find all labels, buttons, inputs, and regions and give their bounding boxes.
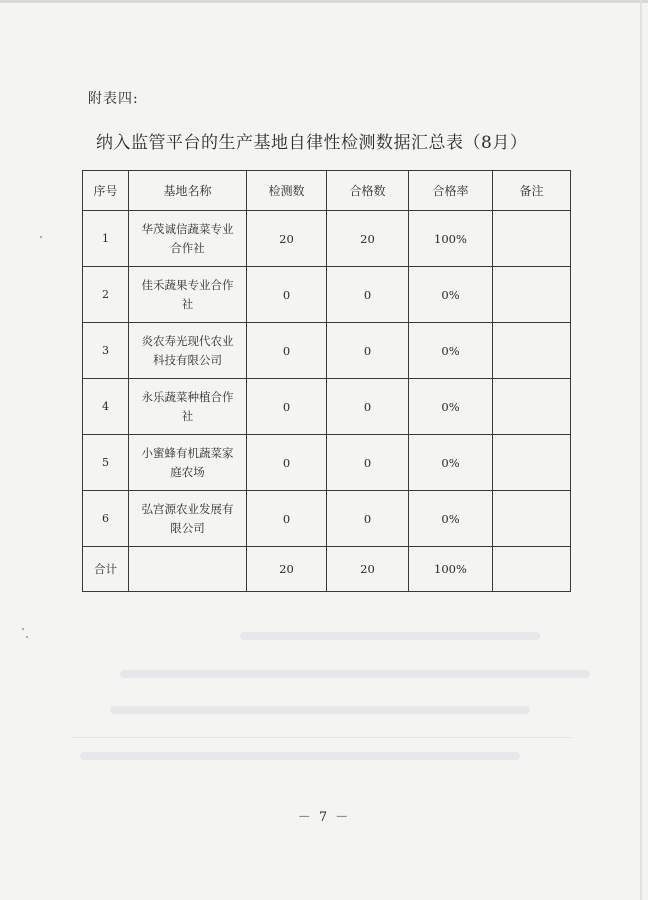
base-name-line1: 炎农寿光现代农业 [141, 333, 234, 348]
row-passed: 0 [327, 435, 409, 491]
row-seq: 4 [83, 379, 129, 435]
header-remarks: 备注 [493, 171, 571, 211]
header-base-name: 基地名称 [129, 171, 247, 211]
page-edge-right [640, 0, 642, 900]
table-row [83, 267, 571, 323]
bleed-through-mark [80, 752, 520, 760]
page-title: 纳入监管平台的生产基地自律性检测数据汇总表（8月） [96, 133, 528, 153]
row-pass-rate: 100% [409, 211, 493, 267]
base-name-line2: 科技有限公司 [153, 352, 222, 367]
base-name-line2: 庭农场 [170, 464, 205, 479]
total-base-name [129, 547, 247, 592]
row-remarks [493, 267, 571, 323]
row-base-name [129, 267, 247, 323]
table-row [83, 323, 571, 379]
header-seq: 序号 [83, 171, 129, 211]
base-name-line2: 社 [181, 296, 194, 311]
row-remarks [493, 323, 571, 379]
header-tested: 检测数 [247, 171, 327, 211]
summary-table [82, 170, 571, 592]
row-seq: 3 [83, 323, 129, 379]
row-passed: 0 [327, 267, 409, 323]
page-number: － 7 － [297, 810, 351, 825]
row-base-name [129, 379, 247, 435]
table-header-row [83, 171, 571, 211]
row-pass-rate: 0% [409, 323, 493, 379]
row-seq: 6 [83, 491, 129, 547]
header-passed: 合格数 [327, 171, 409, 211]
row-seq: 1 [83, 211, 129, 267]
row-remarks [493, 491, 571, 547]
table-row [83, 491, 571, 547]
table-row [83, 435, 571, 491]
base-name-line2: 社 [181, 408, 194, 423]
row-base-name [129, 211, 247, 267]
page-edge-top [0, 0, 648, 3]
row-pass-rate: 0% [409, 491, 493, 547]
row-passed: 0 [327, 379, 409, 435]
total-label: 合计 [83, 547, 129, 592]
scan-speck [40, 236, 42, 238]
table-row [83, 379, 571, 435]
row-remarks [493, 379, 571, 435]
scan-speck [26, 636, 28, 638]
total-passed: 20 [327, 547, 409, 592]
header-pass-rate: 合格率 [409, 171, 493, 211]
row-seq: 2 [83, 267, 129, 323]
row-base-name [129, 435, 247, 491]
row-tested: 0 [247, 379, 327, 435]
row-tested: 0 [247, 435, 327, 491]
row-pass-rate: 0% [409, 267, 493, 323]
table-row [83, 211, 571, 267]
total-remarks [493, 547, 571, 592]
row-tested: 20 [247, 211, 327, 267]
bleed-through-mark [72, 737, 572, 738]
total-tested: 20 [247, 547, 327, 592]
base-name-line2: 合作社 [170, 240, 205, 255]
row-passed: 20 [327, 211, 409, 267]
base-name-line1: 华茂诚信蔬菜专业 [141, 221, 234, 236]
base-name-line1: 弘宫源农业发展有 [141, 501, 234, 516]
row-remarks [493, 435, 571, 491]
bleed-through-mark [110, 706, 530, 714]
base-name-line1: 佳禾蔬果专业合作 [141, 277, 234, 292]
base-name-line1: 永乐蔬菜种植合作 [141, 389, 234, 404]
bleed-through-mark [240, 632, 540, 640]
row-tested: 0 [247, 267, 327, 323]
row-pass-rate: 0% [409, 379, 493, 435]
row-passed: 0 [327, 491, 409, 547]
row-tested: 0 [247, 491, 327, 547]
bleed-through-mark [120, 670, 590, 678]
attachment-label: 附表四: [88, 91, 139, 107]
row-seq: 5 [83, 435, 129, 491]
row-base-name [129, 491, 247, 547]
row-base-name [129, 323, 247, 379]
row-passed: 0 [327, 323, 409, 379]
row-tested: 0 [247, 323, 327, 379]
total-pass-rate: 100% [409, 547, 493, 592]
row-remarks [493, 211, 571, 267]
total-row [83, 547, 571, 592]
row-pass-rate: 0% [409, 435, 493, 491]
scan-speck [22, 628, 24, 630]
base-name-line1: 小蜜蜂有机蔬菜家 [141, 445, 234, 460]
base-name-line2: 限公司 [170, 520, 205, 535]
